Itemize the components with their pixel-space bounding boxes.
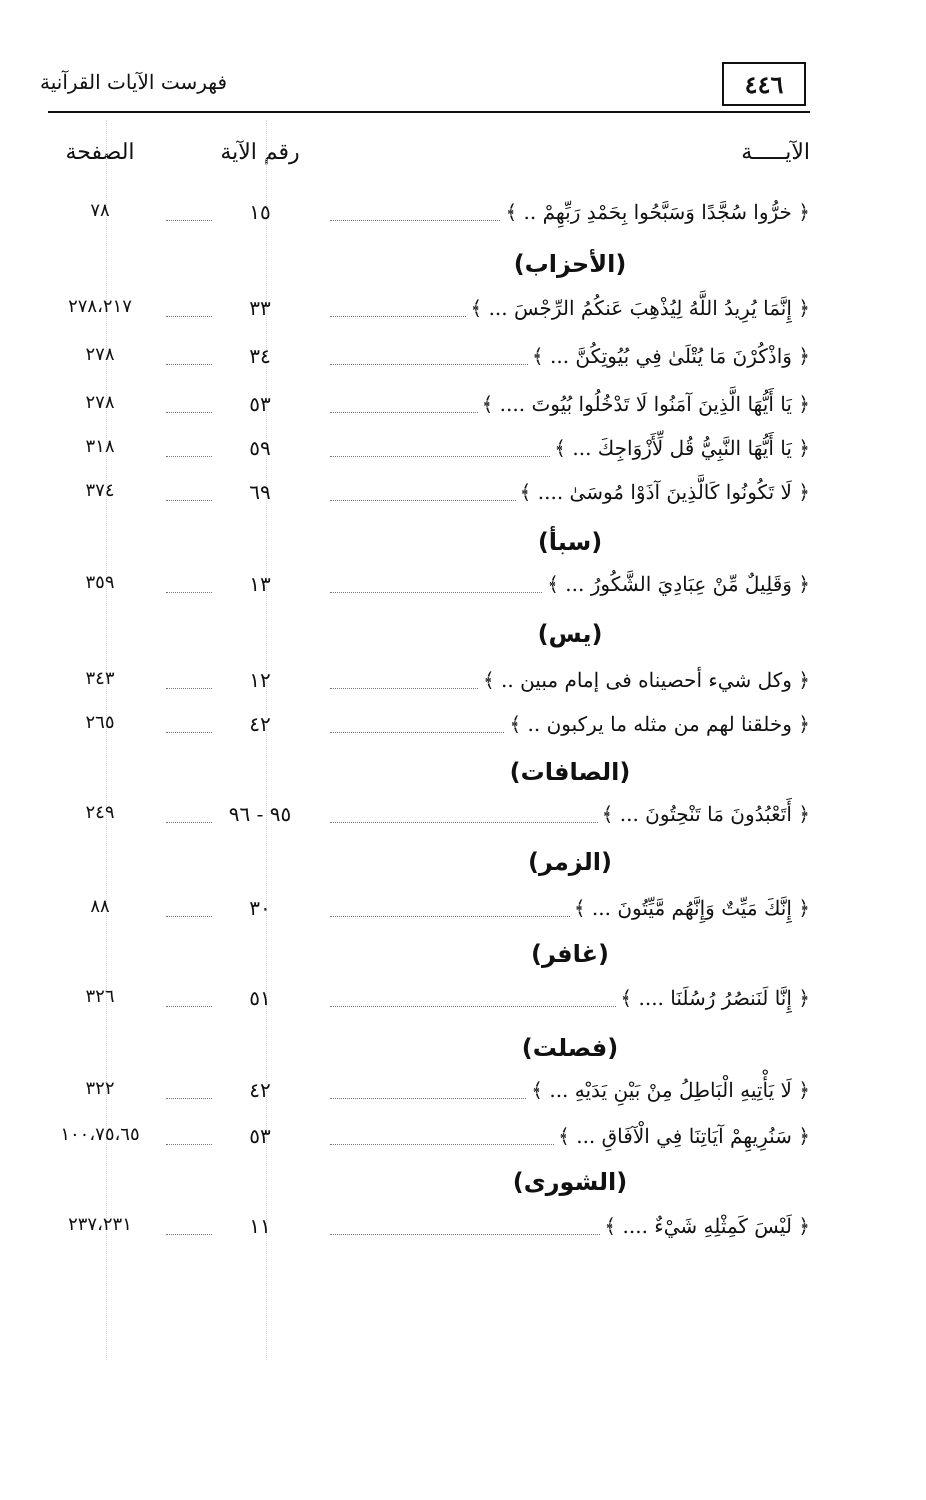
page-reference: ٣٢٦ (85, 986, 115, 1007)
page-reference: ٣٢٢ (85, 1078, 115, 1099)
dotted-leader (166, 500, 212, 501)
page-reference: ٣٥٩ (85, 572, 115, 593)
ayah-number: ٥٣ (249, 392, 271, 416)
surah-heading: (يس) (537, 620, 603, 648)
dotted-leader (166, 364, 212, 365)
ayah-number: ٥٣ (249, 1124, 271, 1148)
index-row (0, 296, 926, 336)
index-row (0, 1078, 926, 1118)
dotted-leader (166, 1144, 212, 1145)
verse-text: ﴿ إِنَّا لَنَنصُرُ رُسُلَنَا .... ﴾ (616, 986, 810, 1010)
dotted-leader (330, 1006, 626, 1007)
verse-text: ﴿ إِنَّكَ مَيِّتٌ وَإِنَّهُم مَّيِّتُونَ ... ﴾ (570, 896, 810, 920)
page-reference: ٣٧٤ (85, 480, 115, 501)
surah-heading: (الأحزاب) (513, 250, 627, 278)
dotted-leader (330, 822, 626, 823)
dotted-leader (330, 1234, 626, 1235)
page-reference: ٧٨ (90, 200, 110, 221)
dotted-leader (166, 688, 212, 689)
page-reference: ١٠٠،٧٥،٦٥ (60, 1124, 140, 1145)
verse-text: ﴿ وَاذْكُرْنَ مَا يُتْلَىٰ فِي بُيُوتِكُنَّ ... ﴾ (528, 344, 810, 368)
column-header-ayah: الآيـــــة (741, 140, 810, 165)
ayah-number: ٣٠ (249, 896, 271, 920)
verse-text: ﴿ وخلقنا لهم من مثله ما يركبون .. ﴾ (505, 712, 810, 736)
ayah-number: ٤٢ (249, 1078, 271, 1102)
page-reference: ٣٤٣ (85, 668, 115, 689)
dotted-leader (166, 220, 212, 221)
page-reference: ٣١٨ (85, 436, 115, 457)
dotted-leader (166, 1006, 212, 1007)
surah-heading: (الشورى) (512, 1168, 628, 1196)
ayah-number: ١٣ (249, 572, 271, 596)
ayah-number: ٤٢ (249, 712, 271, 736)
index-row (0, 712, 926, 752)
ayah-number: ١٥ (249, 200, 271, 224)
verse-text: ﴿ يَا أَيُّهَا الَّذِينَ آمَنُوا لَا تَدْخُلُوا بُيُوتَ .... ﴾ (478, 392, 810, 416)
surah-heading: (سبأ) (537, 528, 603, 556)
index-row (0, 802, 926, 842)
dotted-leader (166, 1098, 212, 1099)
dotted-leader (166, 456, 212, 457)
ayah-number: ٩٥ - ٩٦ (228, 802, 292, 826)
dotted-leader (166, 1234, 212, 1235)
dotted-leader (166, 916, 212, 917)
page-reference: ٢٦٥ (85, 712, 115, 733)
ayah-number: ٣٣ (249, 296, 271, 320)
index-row (0, 1124, 926, 1164)
verse-text: ﴿ لَا يَأْتِيهِ الْبَاطِلُ مِنْ بَيْنِ يَدَيْهِ ... ﴾ (527, 1078, 810, 1102)
index-row (0, 668, 926, 708)
index-row (0, 200, 926, 240)
dotted-leader (166, 412, 212, 413)
page-reference: ٢٧٨،٢١٧ (68, 296, 132, 317)
ayah-number: ١٢ (249, 668, 271, 692)
page-reference: ٢٧٨ (85, 344, 115, 365)
index-row (0, 480, 926, 520)
dotted-leader (166, 822, 212, 823)
index-row (0, 392, 926, 432)
column-header-page: الصفحة (65, 140, 135, 165)
index-row (0, 572, 926, 612)
verse-text: ﴿ إِنَّمَا يُرِيدُ اللَّهُ لِيُذْهِبَ عَنكُمُ الرِّجْسَ ... ﴾ (467, 296, 811, 320)
running-title: فهرست الآيات القرآنية (40, 70, 228, 94)
index-row (0, 986, 926, 1026)
ayah-number: ٥١ (249, 986, 271, 1010)
ayah-number: ٥٩ (249, 436, 271, 460)
surah-heading: (غافر) (531, 940, 609, 968)
verse-text: ﴿ لَيْسَ كَمِثْلِهِ شَيْءٌ .... ﴾ (600, 1214, 810, 1238)
index-row (0, 436, 926, 476)
ayah-number: ٦٩ (249, 480, 271, 504)
page-reference: ٢٤٩ (85, 802, 115, 823)
verse-text: ﴿ وكل شيء أحصيناه فى إمام مبين .. ﴾ (479, 668, 810, 692)
surah-heading: (الزمر) (528, 848, 612, 876)
verse-text: ﴿ خرُّوا سُجَّدًا وَسَبَّحُوا بِحَمْدِ رَبِّهِمْ .. ﴾ (501, 200, 810, 224)
page-reference: ٨٨ (90, 896, 110, 917)
ayah-number: ٣٤ (249, 344, 271, 368)
page-number: ٤٤٦ (744, 69, 784, 99)
page-reference: ٢٣٧،٢٣١ (68, 1214, 132, 1235)
verse-text: ﴿ يَا أَيُّهَا النَّبِيُّ قُل لِّأَزْوَاجِكَ ... ﴾ (550, 436, 810, 460)
dotted-leader (166, 732, 212, 733)
index-row (0, 1214, 926, 1254)
index-row (0, 344, 926, 384)
verse-text: ﴿ وَقَلِيلٌ مِّنْ عِبَادِيَ الشَّكُورُ ... ﴾ (543, 572, 810, 596)
page-reference: ٢٧٨ (85, 392, 115, 413)
dotted-leader (166, 592, 212, 593)
verse-text: ﴿ سَنُرِيهِمْ آيَاتِنَا فِي الْآفَاقِ ... ﴾ (554, 1124, 810, 1148)
ayah-number: ١١ (249, 1214, 271, 1238)
verse-text: ﴿ أَتَعْبُدُونَ مَا تَنْحِتُونَ ... ﴾ (598, 802, 810, 826)
dotted-leader (166, 316, 212, 317)
verse-text: ﴿ لَا تَكُونُوا كَالَّذِينَ آذَوْا مُوسَىٰ .... ﴾ (516, 480, 810, 504)
surah-heading: (فصلت) (521, 1034, 619, 1062)
index-row (0, 896, 926, 936)
column-header-ayah-number: رقم الآية (220, 140, 300, 165)
surah-heading: (الصافات) (509, 758, 631, 786)
